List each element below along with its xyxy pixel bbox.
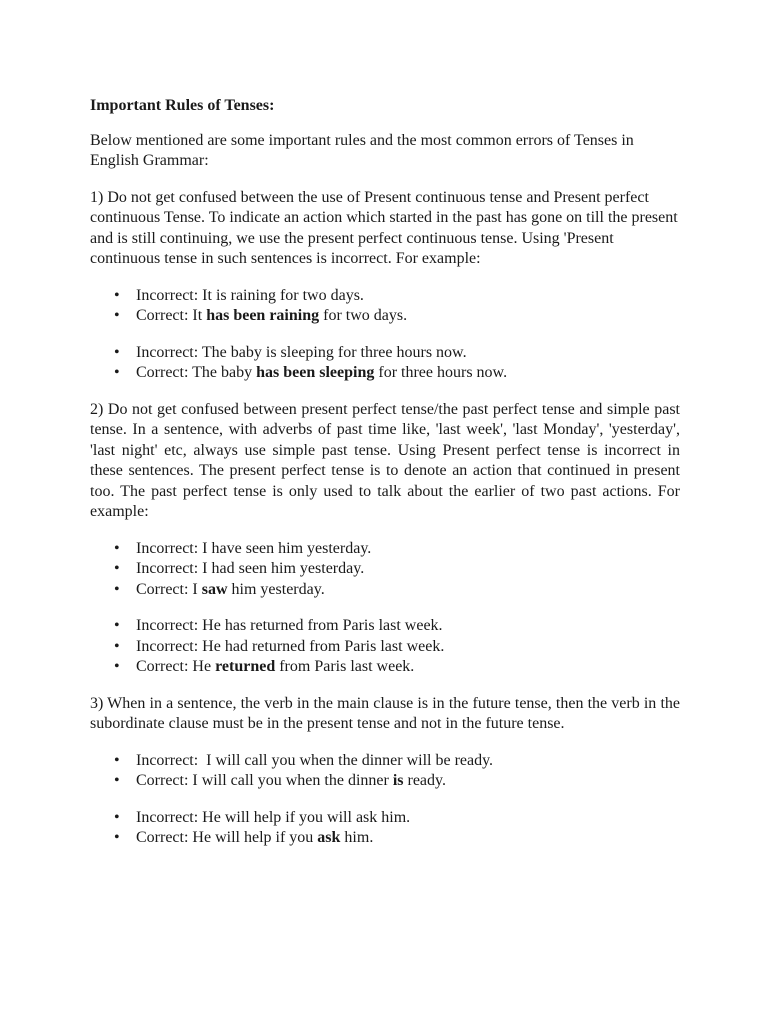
rule-2-paragraph: 2) Do not get confused between present perfect tense/the past perfect tense and simple past tense. In a sentence, with adverbs of past time like, 'last week', 'last Monday', 'yesterday', 'last night' etc, always use simple past tense. Using Present perfect tense is incorrect in these sentences. The present perfect tense is to denote an action that continued in present too. The past perfect tense is only used to talk about the earlier of two past actions. For example:: [90, 400, 680, 520]
example-item: • Correct: I will call you when the dinner is ready.: [90, 771, 680, 792]
example-item: • Incorrect: I had seen him yesterday.: [90, 559, 680, 580]
document-title: Important Rules of Tenses:: [90, 97, 275, 114]
bullet-icon: •: [114, 808, 120, 826]
bullet-icon: •: [114, 580, 120, 598]
bullet-icon: •: [114, 560, 120, 577]
rule-2-example-group-2: [90, 616, 680, 678]
rule-1-paragraph: 1) Do not get confused between the use of Present continuous tense and Present perfect continuous Tense. To indicate an action which started in the past has gone on till the present and is still continuing, we use the present perfect continuous tense. Using 'Present continuous tense in such sentences is incorrect. For example:: [90, 188, 678, 267]
example-item: • Correct: It has been raining for two days.: [90, 306, 680, 327]
bullet-icon: •: [114, 364, 120, 381]
bullet-icon: •: [114, 658, 120, 675]
intro-paragraph: Below mentioned are some important rules and the most common errors of Tenses in English Grammar:: [90, 131, 634, 169]
bullet-icon: •: [114, 343, 120, 361]
example-item: • Incorrect: The baby is sleeping for three hours now.: [90, 343, 680, 364]
bullet-icon: •: [114, 617, 120, 634]
document-page: [90, 96, 680, 865]
bullet-icon: •: [114, 286, 120, 304]
example-item: • Incorrect: I will call you when the dinner will be ready.: [90, 751, 680, 772]
rule-2-example-group-1: [90, 539, 680, 601]
example-item: • Correct: He returned from Paris last week.: [90, 657, 680, 678]
example-item: • Incorrect: He had returned from Paris last week.: [90, 637, 680, 658]
example-item: • Incorrect: I have seen him yesterday.: [90, 539, 680, 560]
example-item: • Incorrect: He will help if you will ask him.: [90, 808, 680, 829]
bullet-icon: •: [114, 829, 120, 846]
rule-1-example-group-1: [90, 286, 680, 327]
bullet-icon: •: [114, 772, 120, 789]
bullet-icon: •: [114, 637, 120, 655]
example-item: • Incorrect: It is raining for two days.: [90, 286, 680, 307]
bullet-icon: •: [114, 539, 120, 557]
example-item: • Correct: I saw him yesterday.: [90, 580, 680, 601]
rule-3-paragraph: 3) When in a sentence, the verb in the main clause is in the future tense, then the verb in the subordinate clause must be in the present tense and not in the future tense.: [90, 694, 680, 732]
rule-3-example-group-2: [90, 808, 680, 849]
example-item: • Correct: The baby has been sleeping for three hours now.: [90, 363, 680, 384]
bullet-icon: •: [114, 307, 120, 324]
example-item: • Incorrect: He has returned from Paris last week.: [90, 616, 680, 637]
bullet-icon: •: [114, 751, 120, 769]
example-item: • Correct: He will help if you ask him.: [90, 828, 680, 849]
rule-3-example-group-1: [90, 751, 680, 792]
rule-1-example-group-2: [90, 343, 680, 384]
